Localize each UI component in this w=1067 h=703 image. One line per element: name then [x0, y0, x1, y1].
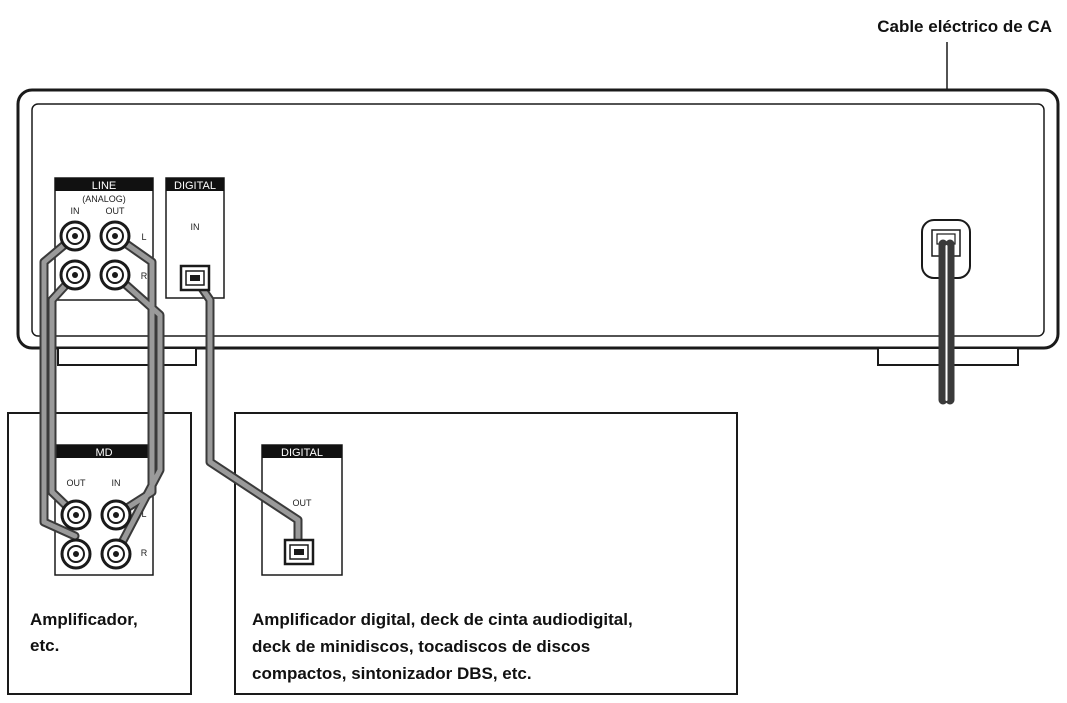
line-in-label: IN: [70, 206, 80, 216]
digital-caption-line1: Amplificador digital, deck de cinta audiodigital,: [252, 610, 633, 629]
md-out-l-jack: [62, 501, 90, 529]
amplifier-caption-line2: etc.: [30, 636, 60, 655]
digital-caption-line3: compactos, sintonizador DBS, etc.: [252, 664, 532, 683]
line-label: LINE: [91, 180, 117, 192]
md-label: MD: [95, 447, 113, 459]
optical-in-jack: [181, 266, 209, 290]
power-cord-label: Cable eléctrico de CA: [877, 17, 1052, 36]
md-in-r-jack: [102, 540, 130, 568]
line-in-r-jack: [61, 261, 89, 289]
deck-digital-in-label: IN: [190, 222, 200, 232]
line-out-r-jack: [101, 261, 129, 289]
line-out-l-jack: [101, 222, 129, 250]
deck-foot-left: [58, 348, 196, 365]
md-l-label: L: [141, 509, 147, 519]
md-in-label: IN: [111, 478, 121, 488]
line-l-label: L: [141, 232, 147, 242]
md-in-l-jack: [102, 501, 130, 529]
digital-caption-line2: deck de minidiscos, tocadiscos de discos: [252, 637, 591, 656]
digital-out-label: OUT: [292, 498, 312, 508]
line-r-label: R: [140, 271, 148, 281]
md-out-label: OUT: [66, 478, 86, 488]
optical-out-jack: [285, 540, 313, 564]
line-out-label: OUT: [105, 206, 125, 216]
analog-label: (ANALOG): [82, 194, 126, 204]
md-r-label: R: [140, 548, 148, 558]
deck-digital-label: DIGITAL: [174, 180, 216, 192]
amplifier-caption-line1: Amplificador,: [30, 610, 138, 629]
digital-out-panel-label: DIGITAL: [281, 447, 323, 459]
line-in-l-jack: [61, 222, 89, 250]
md-out-r-jack: [62, 540, 90, 568]
